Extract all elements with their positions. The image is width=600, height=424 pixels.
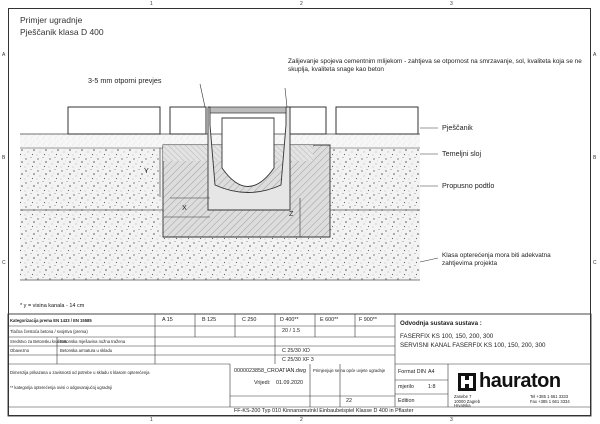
scale-label: mjerilo [398,384,414,390]
edge-mark-top-2: 2 [300,1,303,7]
edge-mark-right-c: C [593,260,597,266]
dimension-y: Y [144,166,149,175]
concrete-quality-label: Sredstvo za Betonsku kvalitetu [10,339,68,344]
dimension-note: Dimenzija prikazana u zavisnosti od potrebe u skladu s klasom opterećenja [10,370,150,375]
label-sand: Pješčanik [442,123,473,132]
drawing-title: Primjer ugradnje [20,15,83,25]
concrete-class-xf: C 25/30 XF 3 [282,357,314,363]
edge-mark-bottom-2: 2 [300,417,303,423]
strength-value: 20 / 1.5 [282,328,300,334]
class-c250: C 250 [242,317,257,323]
system-label: Odvodnja sustava sustava : [400,320,482,327]
system-line-2: SERVISNI KANAL FASERFIX KS 100, 150, 200, 300 [400,342,546,349]
footnote: * y = visina kanala - 14 cm [20,303,85,309]
label-drainage-layer: Propusno podtlo [442,181,495,190]
edge-mark-right-b: B [593,155,597,161]
mandatory-label: Obavezno [10,348,30,353]
edge-mark-top-3: 3 [450,1,453,7]
edge-mark-top-1: 1 [150,1,153,7]
company-address: Zasebe 7 10000 Zagreb Hrvatska [454,394,481,409]
drawing-subtitle: Pješčanik klasa D 400 [20,27,104,37]
class-e600: E 600** [320,317,339,323]
format-value: A4 [428,369,435,375]
validity-date: 01.09.2020 [276,380,303,386]
class-f900: F 900** [359,317,377,323]
load-class-note: Klasa opterećenja mora biti adekvatna zahtjevima projekta [442,252,551,267]
label-base-layer: Temeljni sloj [442,149,482,158]
reinforcement-label: Betonska armatura u skladu [60,348,113,353]
validity-label: Vrijedi: [254,380,271,386]
edge-mark-left-a: A [2,52,6,58]
hauraton-logo: hauraton [479,370,561,392]
classification-label: Kategorizacija prema EN 1433 / EN 15585 [10,318,92,323]
edge-mark-right-a: A [593,52,597,58]
document-number: 0000023858_CROATIAN.dwg [234,368,306,374]
edge-mark-bottom-1: 1 [150,417,153,423]
load-class-footnote: ** kategorija opterećenja ovisi o odgovarajućoj ugradnji [10,385,112,390]
edition-label: Edition [398,398,415,404]
drawing-footer: FF-KS-200 Typ 010 Kinnansmutnkl Einbaubeispiel Klasse D 400 in Pflaster [234,408,414,414]
scale-value: 1:8 [428,384,436,390]
gap-note: 3-5 mm otporni prevjes [88,76,162,85]
dimension-z: Z [289,209,294,218]
class-b125: B 125 [202,317,217,323]
system-line-1: FASERFIX KS 100, 150, 200, 300 [400,333,494,340]
concrete-mix-label: Betonska mješavina nužna tražena [60,339,126,344]
concrete-class-xd: C 25/30 XD [282,348,310,354]
format-label: Format DIN [398,369,426,375]
approval-note: Primjenjuje se na opće uvjete ugradnje [313,368,386,373]
edge-mark-bottom-3: 3 [450,417,453,423]
strength-label: Tlačna čvrstoća betona / svojstva (prema) [10,329,88,334]
grout-note: Zalijevanje spojeva cementnim mlijekom - zahtjeva se otpornost na smrzavanje, sol, kvaliteta koja se ne skuplja, kvaliteta snage kao beton [288,58,582,73]
company-phone: Tel +385 1 661 3333 Fax +385 1 661 3334 [530,394,570,404]
edge-mark-left-b: B [2,155,6,161]
hauraton-logo-mark [458,373,476,391]
dimension-x: X [182,203,187,212]
edge-mark-left-c: C [2,260,6,266]
sheet-number: 22 [346,398,352,404]
class-d400: D 400** [280,317,299,323]
class-a15: A 15 [162,317,173,323]
